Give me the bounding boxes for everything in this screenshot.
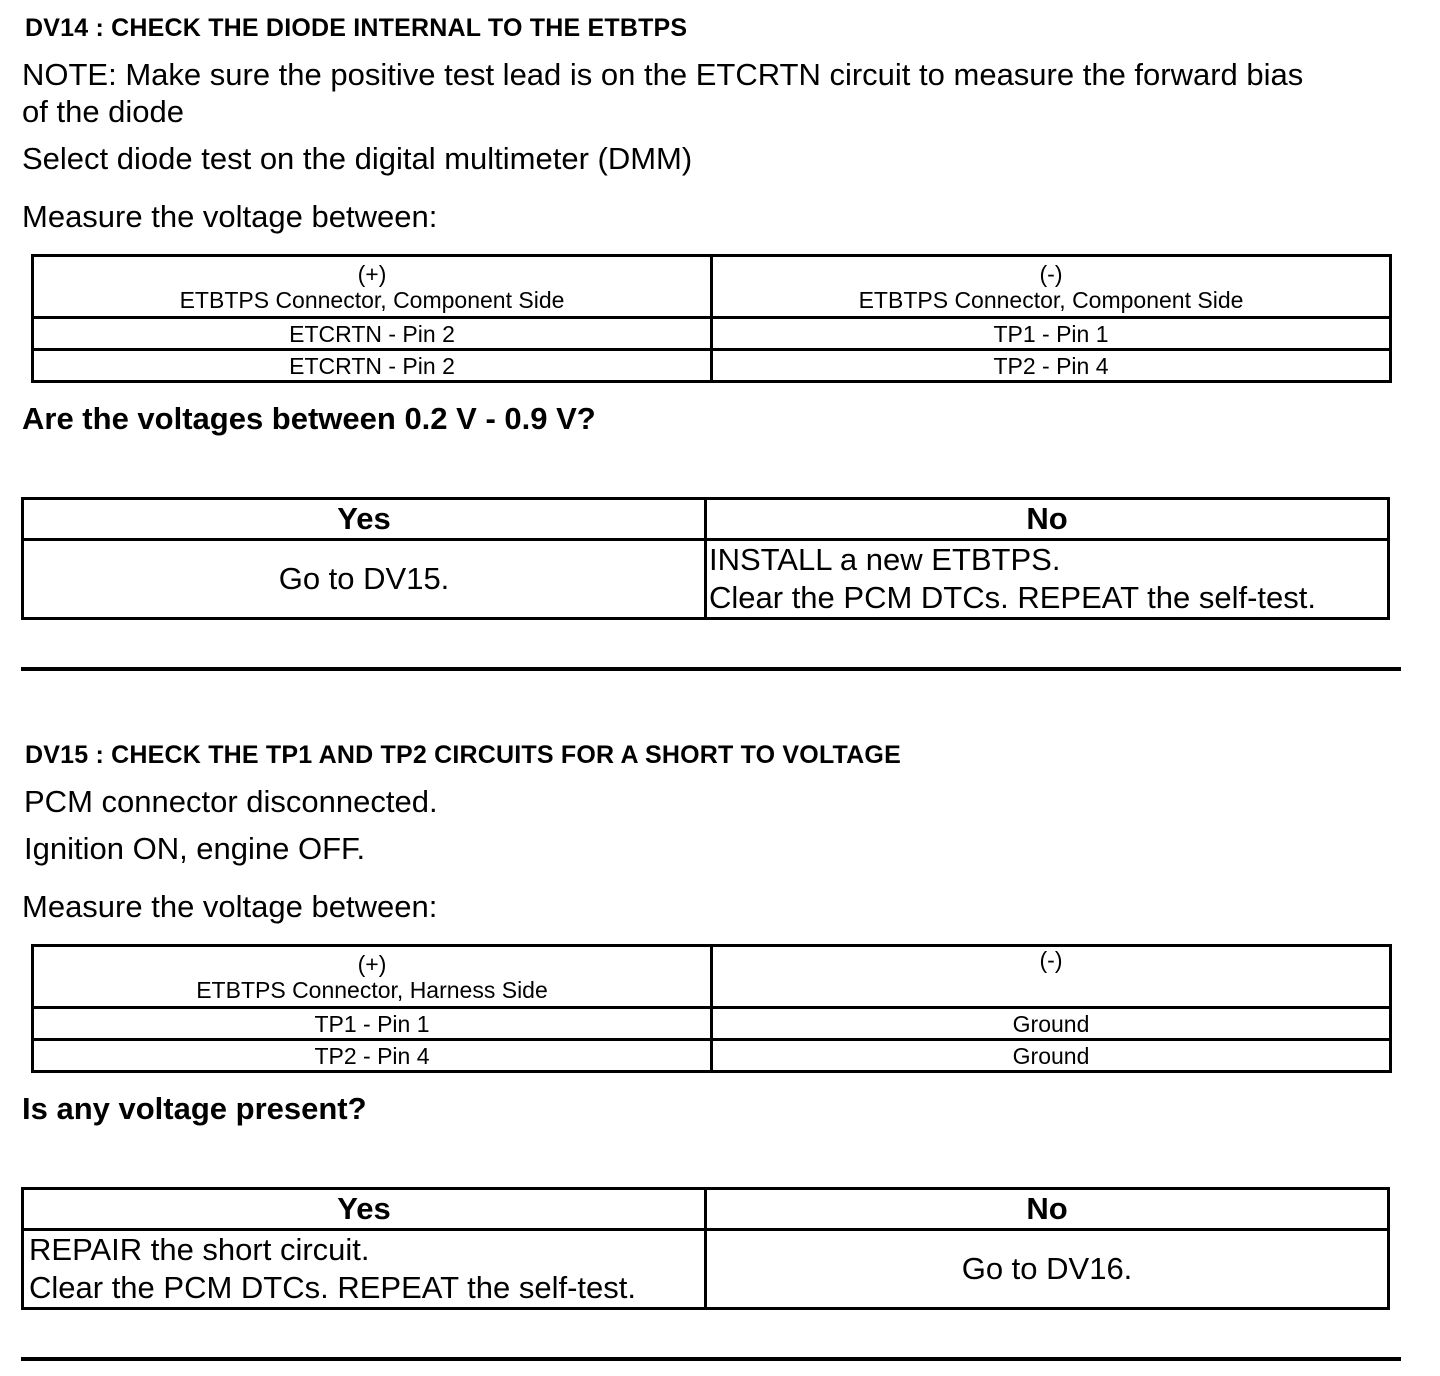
dv14-note-line2: of the diode (22, 94, 185, 129)
dv14-no-header: No (706, 499, 1389, 540)
section-divider (21, 667, 1401, 671)
dv14-col1-sign: (+) (357, 260, 387, 287)
dv14-yes-action: Go to DV15. (23, 540, 706, 619)
dv15-header: DV15 : CHECK THE TP1 AND TP2 CIRCUITS FOR A SHORT TO VOLTAGE (25, 741, 901, 769)
table-row (33, 318, 1391, 350)
dv14-header: DV14 : CHECK THE DIODE INTERNAL TO THE ETBTPS (25, 14, 688, 42)
dv14-col1-header (33, 256, 712, 318)
dv14-decision-table (21, 497, 1390, 620)
dv15-yes-line2: Clear the PCM DTCs. REPEAT the self-test. (29, 1270, 636, 1305)
table-cell: Ground (712, 1008, 1391, 1040)
dv15-decision-table (21, 1187, 1390, 1310)
table-cell: TP1 - Pin 1 (712, 318, 1391, 350)
table-cell: TP2 - Pin 4 (33, 1040, 712, 1072)
table-row (33, 1040, 1391, 1072)
table-row (33, 1008, 1391, 1040)
dv15-measurement-table (31, 944, 1392, 1073)
table-cell: TP1 - Pin 1 (33, 1008, 712, 1040)
dv15-measure-text: Measure the voltage between: (22, 889, 438, 924)
table-row (33, 350, 1391, 382)
table-cell: TP2 - Pin 4 (712, 350, 1391, 382)
dv14-col2-label: ETBTPS Connector, Component Side (858, 286, 1244, 313)
dv14-yes-header: Yes (23, 499, 706, 540)
section-divider (21, 1357, 1401, 1361)
dv15-col1-header (33, 946, 712, 1008)
dv15-yes-action (23, 1230, 706, 1309)
dv15-col1-sign: (+) (357, 950, 387, 977)
dv15-question: Is any voltage present? (22, 1091, 367, 1126)
table-cell: ETCRTN - Pin 2 (33, 318, 712, 350)
dv14-question: Are the voltages between 0.2 V - 0.9 V? (22, 401, 596, 436)
dv14-no-action (706, 540, 1389, 619)
dv14-no-line1: INSTALL a new ETBTPS. (709, 542, 1061, 577)
table-cell: Ground (712, 1040, 1391, 1072)
dv14-col2-header (712, 256, 1391, 318)
dv15-step-ignition: Ignition ON, engine OFF. (24, 831, 366, 866)
dv15-col1-label: ETBTPS Connector, Harness Side (196, 976, 548, 1003)
dv14-step-select-diode: Select diode test on the digital multimeter (DMM) (22, 141, 693, 176)
dv15-col2-header (712, 946, 1391, 1008)
dv15-yes-line1: REPAIR the short circuit. (29, 1232, 370, 1267)
dv14-col2-sign: (-) (1039, 260, 1063, 287)
dv15-no-action: Go to DV16. (706, 1230, 1389, 1309)
table-cell: ETCRTN - Pin 2 (33, 350, 712, 382)
dv14-measure-text: Measure the voltage between: (22, 199, 438, 234)
dv15-step-pcm: PCM connector disconnected. (24, 784, 438, 819)
dv15-col2-sign: (-) (1039, 947, 1063, 973)
dv15-no-header: No (706, 1189, 1389, 1230)
dv14-no-line2: Clear the PCM DTCs. REPEAT the self-test. (709, 580, 1316, 615)
dv14-col1-label: ETBTPS Connector, Component Side (179, 286, 565, 313)
dv14-note-line1: NOTE: Make sure the positive test lead is on the ETCRTN circuit to measure the forward bias (22, 57, 1304, 92)
dv14-measurement-table (31, 254, 1392, 383)
dv15-yes-header: Yes (23, 1189, 706, 1230)
